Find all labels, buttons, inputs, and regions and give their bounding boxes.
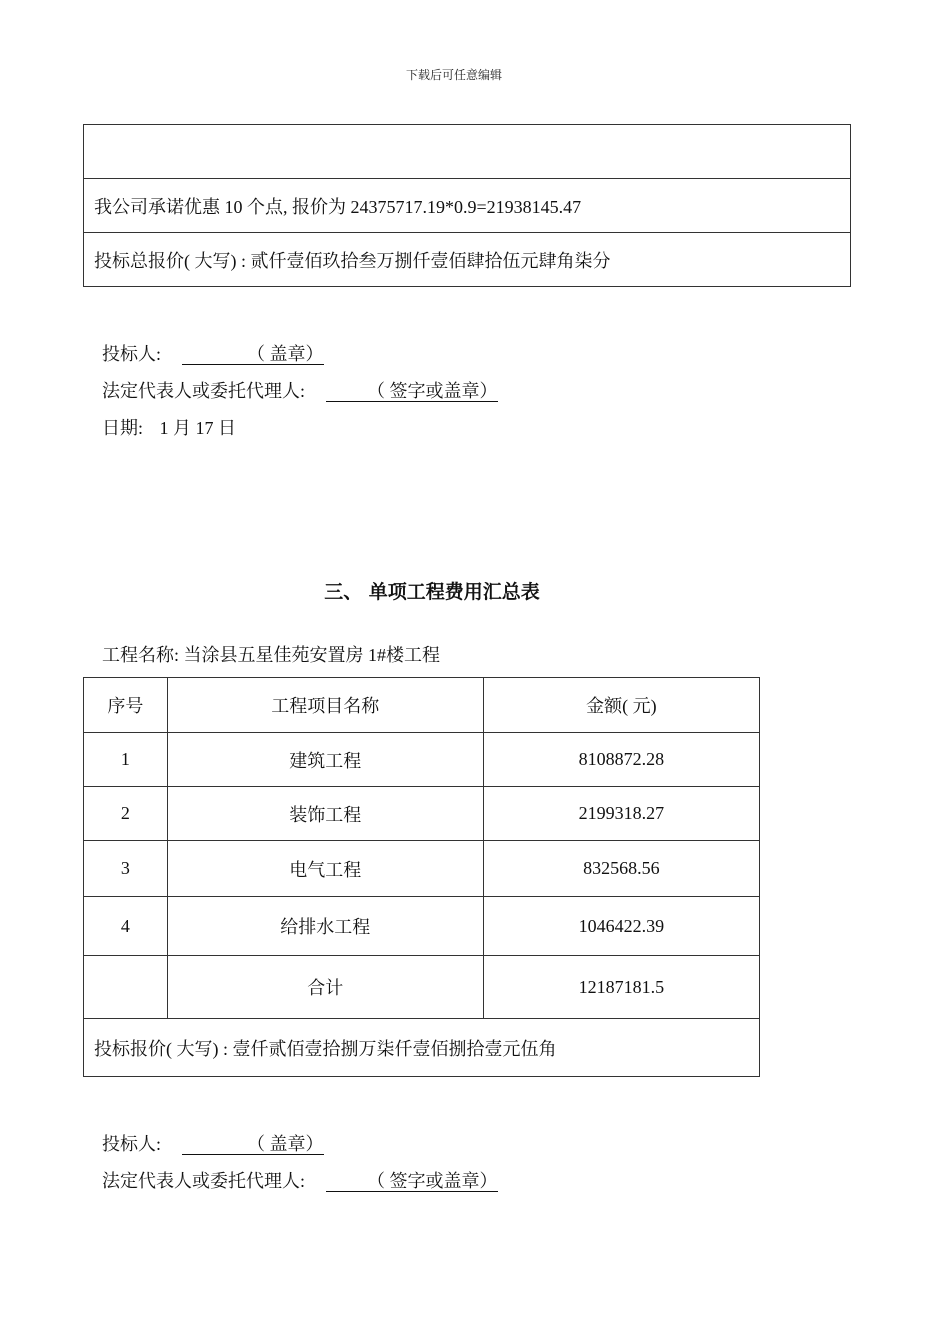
bidder-stamp-field: （ 盖章） (182, 344, 324, 365)
table-header-row (84, 678, 760, 733)
row-item-name: 电气工程 (167, 841, 483, 897)
row-index: 1 (84, 733, 168, 787)
representative-line-1 (102, 377, 498, 403)
row-amount: 832568.56 (483, 841, 759, 897)
table-row (84, 787, 760, 841)
summary-total-in-words: 投标报价( 大写) : 壹仟贰佰壹拾捌万柒仟壹佰捌拾壹元伍角 (84, 1019, 760, 1077)
row-amount: 2199318.27 (483, 787, 759, 841)
bidder-label: 投标人: (102, 1134, 162, 1154)
row-item-name: 装饰工程 (167, 787, 483, 841)
total-in-words: 投标总报价( 大写) : 贰仟壹佰玖拾叁万捌仟壹佰肆拾伍元肆角柒分 (84, 233, 851, 287)
table-row (84, 841, 760, 897)
section-title: 三、 单项工程费用汇总表 (324, 581, 540, 603)
total-label: 合计 (167, 956, 483, 1019)
bidder-stamp-field: （ 盖章） (182, 1134, 324, 1155)
bidder-label: 投标人: (102, 344, 162, 364)
date-line (102, 414, 236, 440)
header-amount: 金额( 元) (483, 678, 759, 733)
representative-sign-field: （ 签字或盖章） (326, 1171, 498, 1192)
project-name: 工程名称: 当涂县五星佳苑安置房 1#楼工程 (102, 645, 440, 665)
row-index: 4 (84, 897, 168, 956)
header-note: 下载后可任意编辑 (405, 68, 502, 82)
row-amount: 8108872.28 (483, 733, 759, 787)
representative-line-2 (102, 1167, 498, 1193)
bid-total-table (83, 124, 851, 287)
row-index: 3 (84, 841, 168, 897)
row-item-name: 建筑工程 (167, 733, 483, 787)
bidder-line-2 (102, 1130, 324, 1156)
table-row (84, 733, 760, 787)
table-total-row (84, 956, 760, 1019)
row-index: 2 (84, 787, 168, 841)
row-index (84, 956, 168, 1019)
representative-sign-field: （ 签字或盖章） (326, 381, 498, 402)
row-item-name: 给排水工程 (167, 897, 483, 956)
table-row (84, 897, 760, 956)
cost-summary-table (83, 677, 760, 1077)
header-index: 序号 (84, 678, 168, 733)
empty-row (84, 125, 851, 179)
row-amount: 1046422.39 (483, 897, 759, 956)
discount-line: 我公司承诺优惠 10 个点, 报价为 24375717.19*0.9=21938145.47 (84, 179, 851, 233)
date-value: 1 月 17 日 (159, 418, 237, 438)
bidder-line-1 (102, 340, 324, 366)
date-label: 日期: (102, 418, 144, 438)
header-item-name: 工程项目名称 (167, 678, 483, 733)
representative-label: 法定代表人或委托代理人: (102, 1171, 305, 1191)
total-amount: 12187181.5 (483, 956, 759, 1019)
representative-label: 法定代表人或委托代理人: (102, 381, 305, 401)
